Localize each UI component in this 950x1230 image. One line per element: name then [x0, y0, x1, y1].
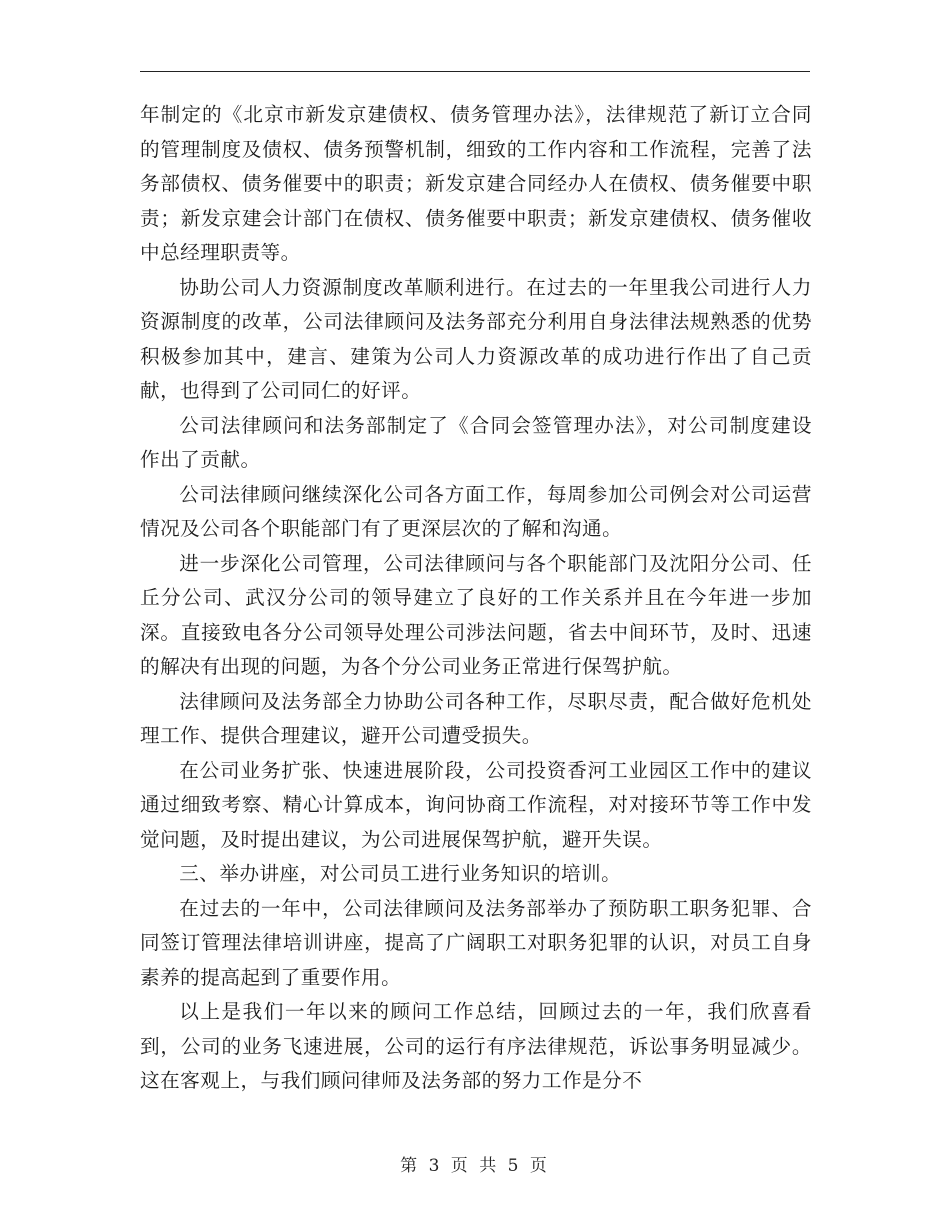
paragraph-2: 协助公司人力资源制度改革顺利进行。在过去的一年里我公司进行人力资源制度的改革，公司法律顾问及法务部充分利用自身法律法规熟悉的优势积极参加其中，建言、建策为公司人力资源改革的成功进行作出了自己贡献，也得到了公司同仁的好评。	[140, 275, 812, 402]
paragraph-6: 法律顾问及法务部全力协助公司各种工作，尽职尽责，配合做好危机处理工作、提供合理建议，避开公司遭受损失。	[140, 689, 812, 747]
paragraph-7: 在公司业务扩张、快速进展阶段，公司投资香河工业园区工作中的建议通过细致考察、精心计算成本，询问协商工作流程，对对接环节等工作中发觉问题，及时提出建议，为公司进展保驾护航，避开失误。	[140, 758, 812, 851]
document-body	[140, 98, 812, 1099]
paragraph-1: 年制定的《北京市新发京建债权、债务管理办法》，法律规范了新订立合同的管理制度及债权、债务预警机制，细致的工作内容和工作流程，完善了法务部债权、债务催要中的职责；新发京建合同经办人在债权、债务催要中职责；新发京建会计部门在债权、债务催要中职责；新发京建债权、债务催收中总经理职责等。	[140, 103, 812, 264]
paragraph-5: 进一步深化公司管理，公司法律顾问与各个职能部门及沈阳分公司、任丘分公司、武汉分公司的领导建立了良好的工作关系并且在今年进一步加深。直接致电各分公司领导处理公司涉法问题，省去中间环节，及时、迅速的解决有出现的问题，为各个分公司业务正常进行保驾护航。	[140, 551, 812, 678]
paragraph-8: 在过去的一年中，公司法律顾问及法务部举办了预防职工职务犯罪、合同签订管理法律培训讲座，提高了广阔职工对职务犯罪的认识，对员工自身素养的提高起到了重要作用。	[140, 896, 812, 989]
paragraph-9: 以上是我们一年以来的顾问工作总结，回顾过去的一年，我们欣喜看到，公司的业务飞速进展，公司的运行有序法律规范，诉讼事务明显减少。这在客观上，与我们顾问律师及法务部的努力工作是分不	[140, 1000, 812, 1092]
section-heading: 三、举办讲座，对公司员工进行业务知识的培训。	[179, 862, 622, 885]
paragraph-4: 公司法律顾问继续深化公司各方面工作，每周参加公司例会对公司运营情况及公司各个职能部门有了更深层次的了解和沟通。	[140, 482, 812, 540]
page-number-footer: 第 3 页 共 5 页	[400, 1156, 550, 1176]
paragraph-3: 公司法律顾问和法务部制定了《合同会签管理办法》，对公司制度建设作出了贡献。	[140, 413, 812, 471]
header-rule	[140, 71, 810, 72]
